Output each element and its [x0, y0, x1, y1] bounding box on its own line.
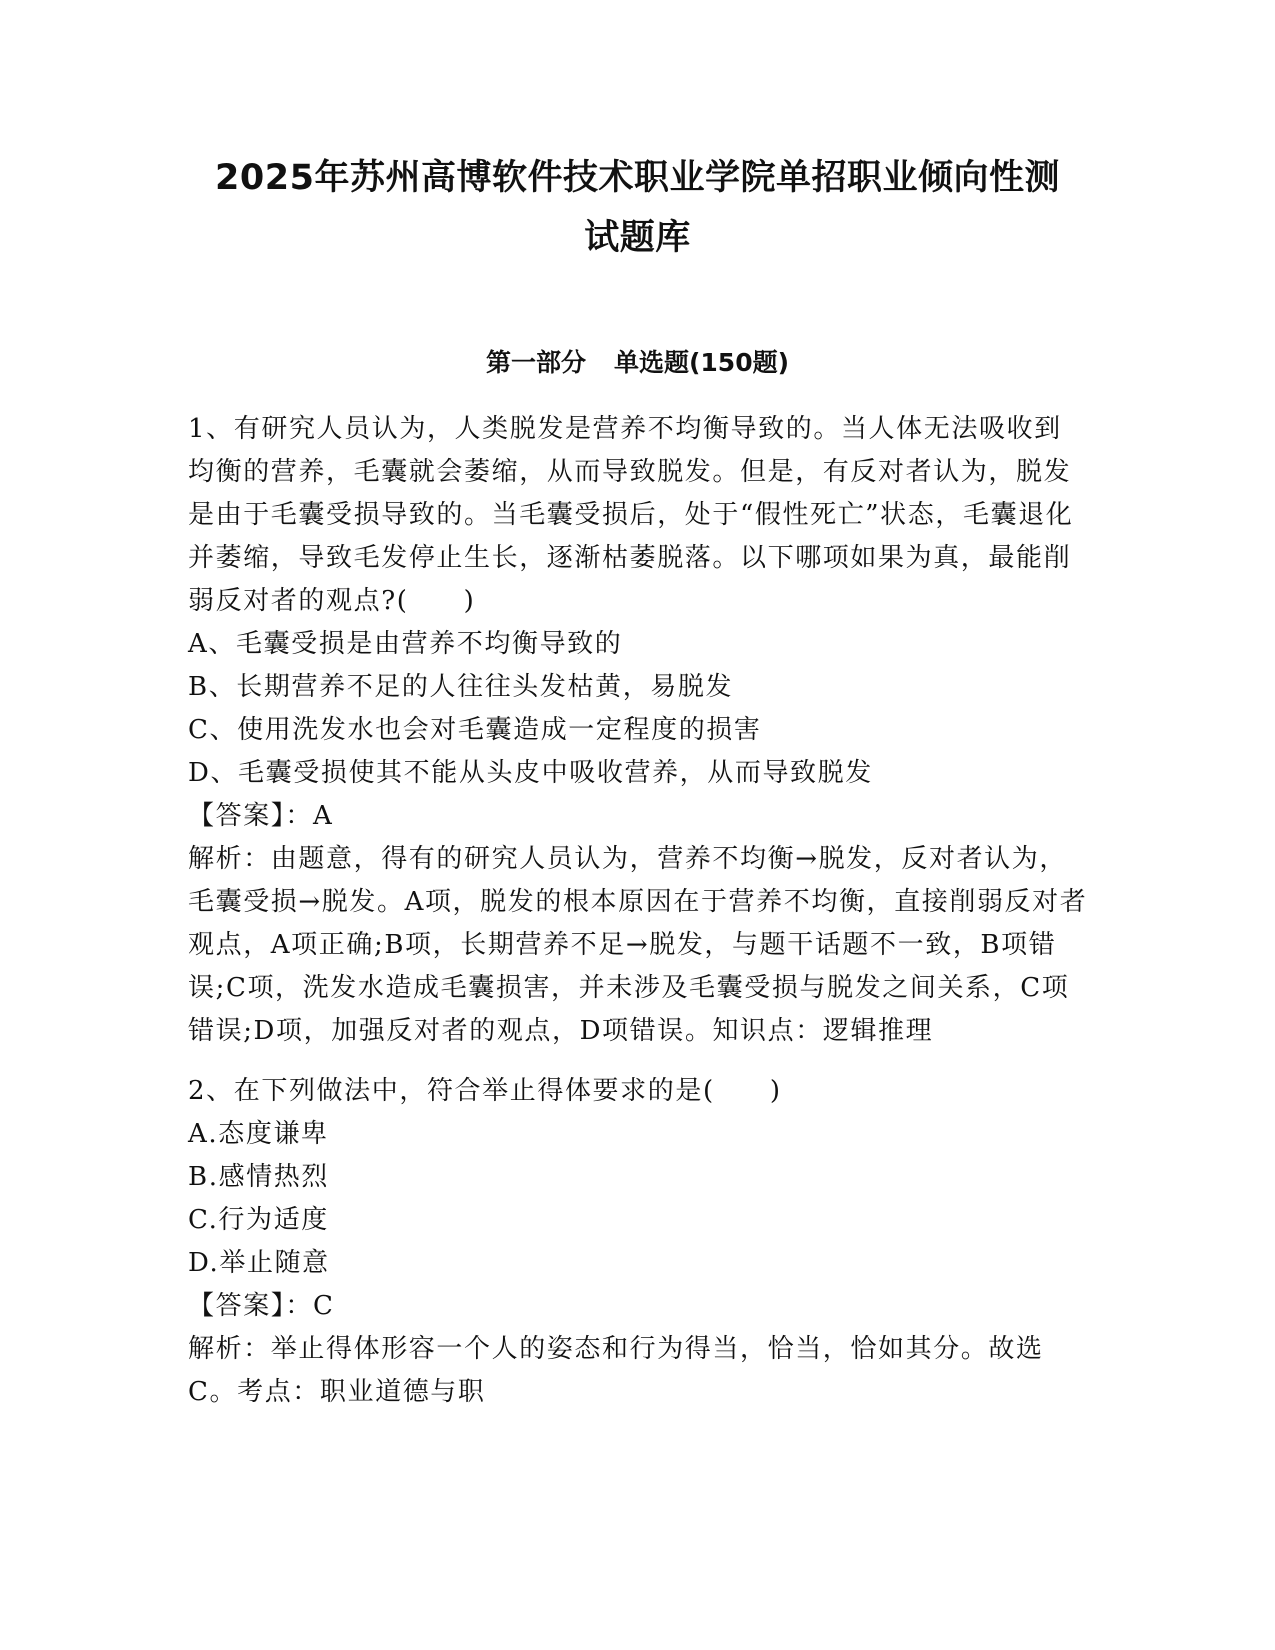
option-b: B、长期营养不足的人往往头发枯黄，易脱发	[188, 672, 734, 702]
answer: 【答案】：A	[188, 801, 334, 831]
option-a: A.态度谦卑	[188, 1119, 329, 1149]
question-list	[188, 408, 1088, 1414]
option-d: D.举止随意	[188, 1248, 330, 1278]
answer: 【答案】：C	[188, 1291, 335, 1321]
section-name: 单选题(150题)	[613, 348, 790, 377]
analysis: 解析：由题意，得有的研究人员认为，营养不均衡→脱发，反对者认为，毛囊受损→脱发。A项，脱发的根本原因在于营养不均衡，直接削弱反对者观点，A项正确;B项，长期营养不足→脱发，与题干话题不一致，B项错误;C项，洗发水造成毛囊损害，并未涉及毛囊受损与脱发之间关系，C项错误;D项，加强反对者的观点，D项错误。知识点：逻辑推理	[188, 844, 1088, 1046]
title-line-2: 试题库	[584, 218, 691, 258]
section-part: 第一部分	[485, 348, 586, 377]
analysis: 解析：举止得体形容一个人的姿态和行为得当，恰当，恰如其分。故选C。考点：职业道德与职	[188, 1334, 1044, 1407]
option-a: A、毛囊受损是由营养不均衡导致的	[188, 629, 623, 659]
document-title	[150, 148, 1125, 268]
question-2	[188, 1070, 1088, 1414]
question-1	[188, 408, 1088, 1053]
option-c: C、使用洗发水也会对毛囊造成一定程度的损害	[188, 715, 762, 745]
title-line-1: 2025年苏州高博软件技术职业学院单招职业倾向性测	[215, 158, 1060, 198]
section-heading	[150, 345, 1125, 381]
option-c: C.行为适度	[188, 1205, 329, 1235]
question-stem: 2、在下列做法中，符合举止得体要求的是( )	[188, 1076, 782, 1106]
question-stem: 1、有研究人员认为，人类脱发是营养不均衡导致的。当人体无法吸收到均衡的营养，毛囊就会萎缩，从而导致脱发。但是，有反对者认为，脱发是由于毛囊受损导致的。当毛囊受损后，处于“假性死亡”状态，毛囊退化并萎缩，导致毛发停止生长，逐渐枯萎脱落。以下哪项如果为真，最能削弱反对者的观点?( )	[188, 414, 1074, 616]
option-d: D、毛囊受损使其不能从头皮中吸收营养，从而导致脱发	[188, 758, 873, 788]
option-b: B.感情热烈	[188, 1162, 329, 1192]
